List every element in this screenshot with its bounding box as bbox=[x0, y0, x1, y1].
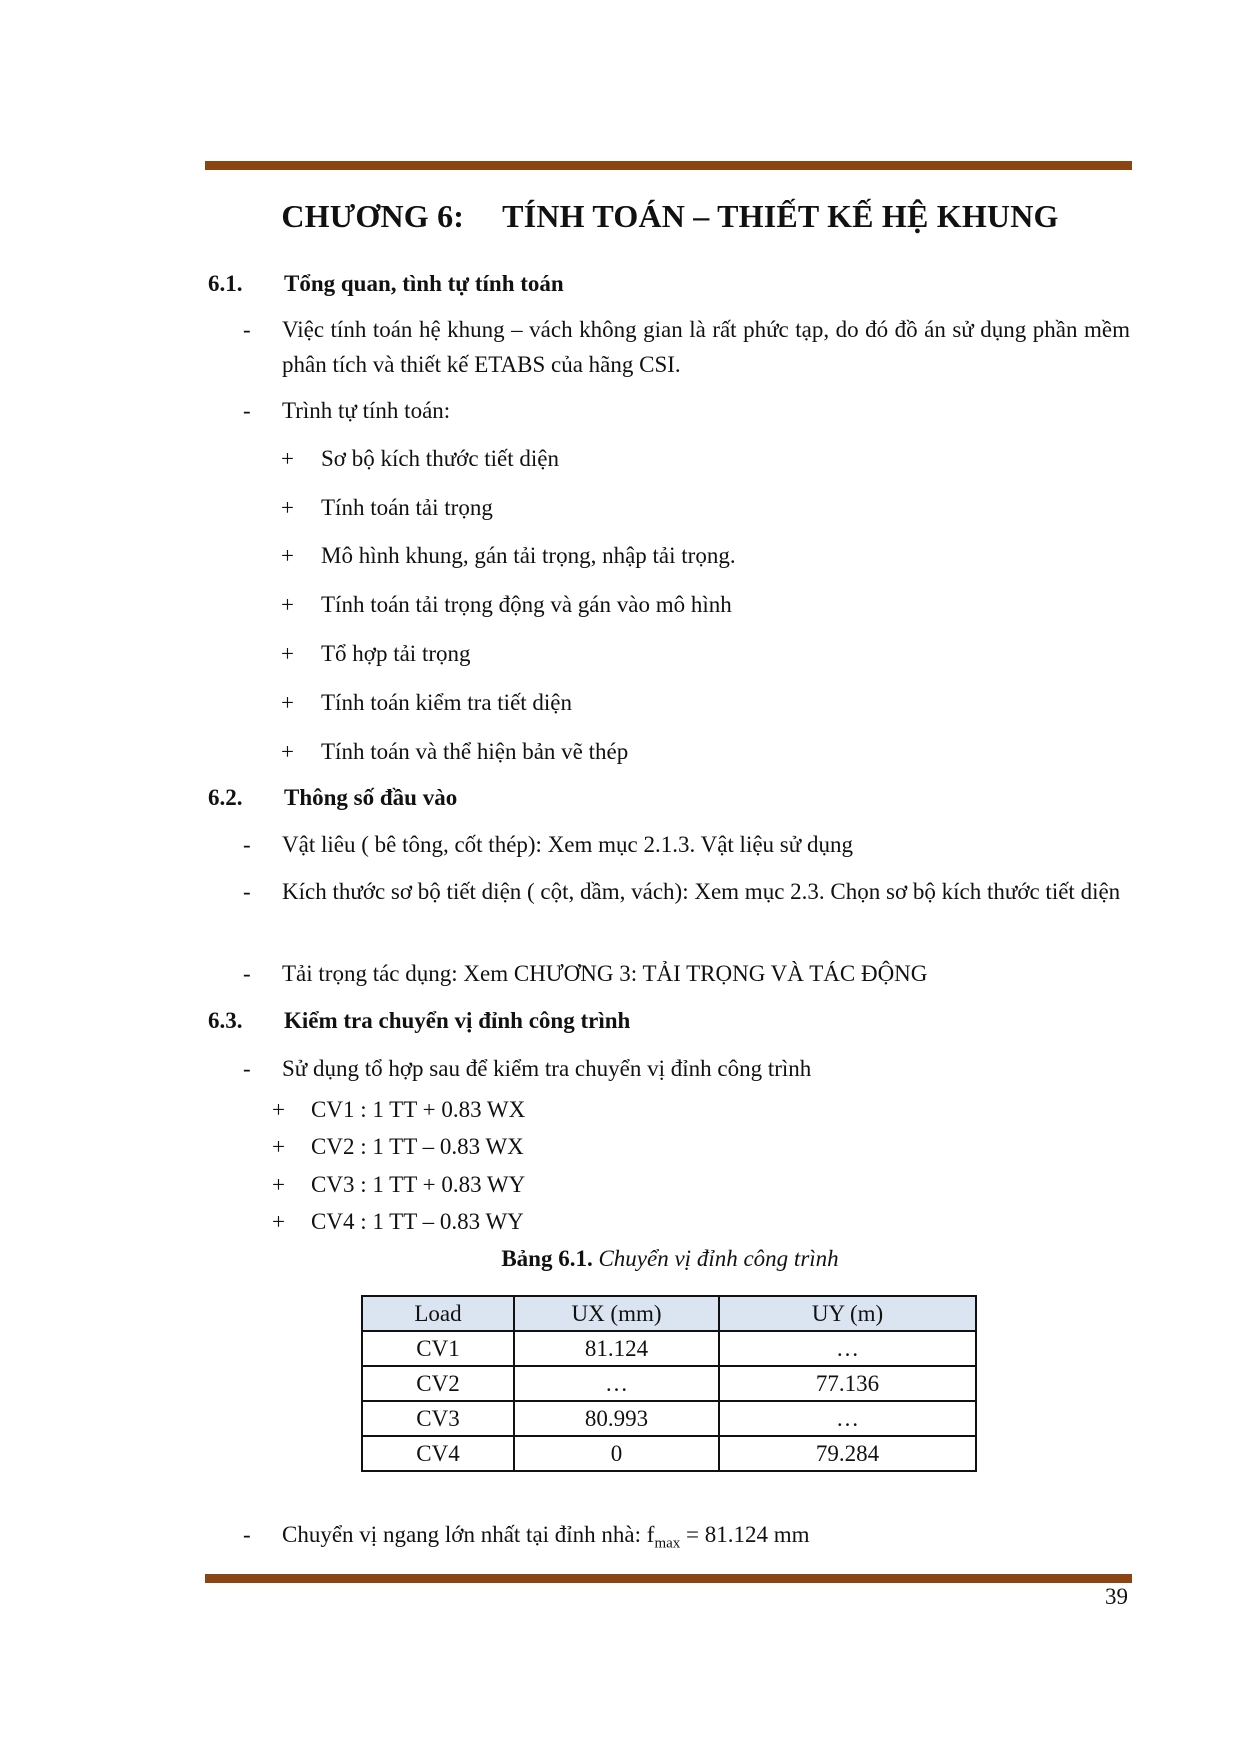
plus-bullet: + bbox=[281, 592, 294, 617]
table-cell: … bbox=[719, 1331, 976, 1366]
dash-bullet: - bbox=[243, 398, 251, 423]
table-cell: 79.284 bbox=[719, 1436, 976, 1471]
table-row bbox=[362, 1331, 976, 1366]
paragraph: Kích thước sơ bộ tiết diện ( cột, dầm, vách): Xem mục 2.3. Chọn sơ bộ kích thước tiết diện bbox=[282, 879, 1121, 904]
dash-bullet: - bbox=[243, 1056, 251, 1081]
table-cell: 81.124 bbox=[514, 1331, 719, 1366]
plus-bullet: + bbox=[281, 446, 294, 471]
list-item: Tính toán tải trọng bbox=[321, 495, 493, 520]
section-number: 6.2. bbox=[208, 785, 243, 810]
list-item: Tính toán tải trọng động và gán vào mô hình bbox=[321, 592, 732, 617]
table-caption bbox=[0, 1246, 1240, 1272]
conclusion-text: Chuyển vị ngang lớn nhất tại đỉnh nhà: f bbox=[282, 1522, 655, 1547]
dash-bullet: - bbox=[243, 317, 251, 342]
header-rule bbox=[205, 161, 1132, 170]
plus-bullet: + bbox=[281, 495, 294, 520]
paragraph: Việc tính toán hệ khung – vách không gian là rất phức tạp, do đó đồ án sử dụng phần mềm phân tích và thiết kế ETABS của hãng CSI. bbox=[282, 317, 1130, 377]
conclusion-value: = 81.124 mm bbox=[680, 1522, 810, 1547]
section-heading bbox=[208, 1008, 630, 1034]
paragraph: Vật liêu ( bê tông, cốt thép): Xem mục 2.1.3. Vật liệu sử dụng bbox=[282, 832, 853, 857]
plus-bullet: + bbox=[281, 690, 294, 715]
conclusion-subscript: max bbox=[654, 1535, 681, 1552]
dash-bullet: - bbox=[243, 1522, 251, 1547]
dash-bullet: - bbox=[243, 879, 251, 904]
table-cell: … bbox=[719, 1401, 976, 1436]
table-cell: CV1 bbox=[362, 1331, 514, 1366]
plus-bullet: + bbox=[281, 641, 294, 666]
column-header: Load bbox=[362, 1296, 514, 1331]
plus-bullet: + bbox=[272, 1209, 285, 1234]
list-item: Mô hình khung, gán tải trọng, nhập tải trọng. bbox=[321, 543, 736, 568]
combo-item: CV2 : 1 TT – 0.83 WX bbox=[311, 1134, 524, 1159]
paragraph: Tải trọng tác dụng: Xem CHƯƠNG 3: TẢI TRỌNG VÀ TÁC ĐỘNG bbox=[282, 961, 928, 986]
combo-item: CV3 : 1 TT + 0.83 WY bbox=[311, 1172, 526, 1197]
table-cell: CV2 bbox=[362, 1366, 514, 1401]
column-header: UY (m) bbox=[719, 1296, 976, 1331]
plus-bullet: + bbox=[272, 1134, 285, 1159]
paragraph: Trình tự tính toán: bbox=[282, 398, 451, 423]
list-item: Tổ hợp tải trọng bbox=[321, 641, 471, 666]
page-number: 39 bbox=[1105, 1584, 1128, 1609]
table-row bbox=[362, 1436, 976, 1471]
footer-rule bbox=[205, 1574, 1132, 1583]
plus-bullet: + bbox=[272, 1097, 285, 1122]
list-item: Sơ bộ kích thước tiết diện bbox=[321, 446, 560, 471]
dash-bullet: - bbox=[243, 832, 251, 857]
section-number: 6.3. bbox=[208, 1008, 243, 1033]
dash-bullet: - bbox=[243, 961, 251, 986]
table-cell: 0 bbox=[514, 1436, 719, 1471]
column-header: UX (mm) bbox=[514, 1296, 719, 1331]
table-row bbox=[362, 1401, 976, 1436]
section-title: Kiểm tra chuyển vị đỉnh công trình bbox=[284, 1008, 631, 1033]
section-heading bbox=[208, 785, 457, 811]
paragraph: Sử dụng tổ hợp sau để kiểm tra chuyển vị đỉnh công trình bbox=[282, 1056, 812, 1081]
chapter-heading bbox=[0, 198, 1240, 235]
plus-bullet: + bbox=[281, 739, 294, 764]
chapter-title: TÍNH TOÁN – THIẾT KẾ HỆ KHUNG bbox=[502, 198, 1059, 234]
table-cell: … bbox=[514, 1366, 719, 1401]
table-cell: 80.993 bbox=[514, 1401, 719, 1436]
combo-item: CV4 : 1 TT – 0.83 WY bbox=[311, 1209, 524, 1234]
section-title: Tổng quan, tình tự tính toán bbox=[284, 271, 564, 296]
table-cell: CV4 bbox=[362, 1436, 514, 1471]
list-item: Tính toán kiểm tra tiết diện bbox=[321, 690, 573, 715]
section-number: 6.1. bbox=[208, 271, 243, 296]
max-displacement-line bbox=[282, 1522, 810, 1553]
section-title: Thông số đầu vào bbox=[284, 785, 458, 810]
displacement-table bbox=[361, 1295, 977, 1472]
list-item: Tính toán và thể hiện bản vẽ thép bbox=[321, 739, 629, 764]
caption-label: Bảng 6.1. bbox=[501, 1246, 593, 1271]
chapter-number: CHƯƠNG 6: bbox=[281, 198, 465, 234]
section-heading bbox=[208, 271, 564, 297]
table-cell: CV3 bbox=[362, 1401, 514, 1436]
table-cell: 77.136 bbox=[719, 1366, 976, 1401]
table-header-row bbox=[362, 1296, 976, 1331]
plus-bullet: + bbox=[272, 1172, 285, 1197]
caption-text: Chuyển vị đỉnh công trình bbox=[598, 1246, 839, 1271]
table-row bbox=[362, 1366, 976, 1401]
combo-item: CV1 : 1 TT + 0.83 WX bbox=[311, 1097, 526, 1122]
plus-bullet: + bbox=[281, 543, 294, 568]
